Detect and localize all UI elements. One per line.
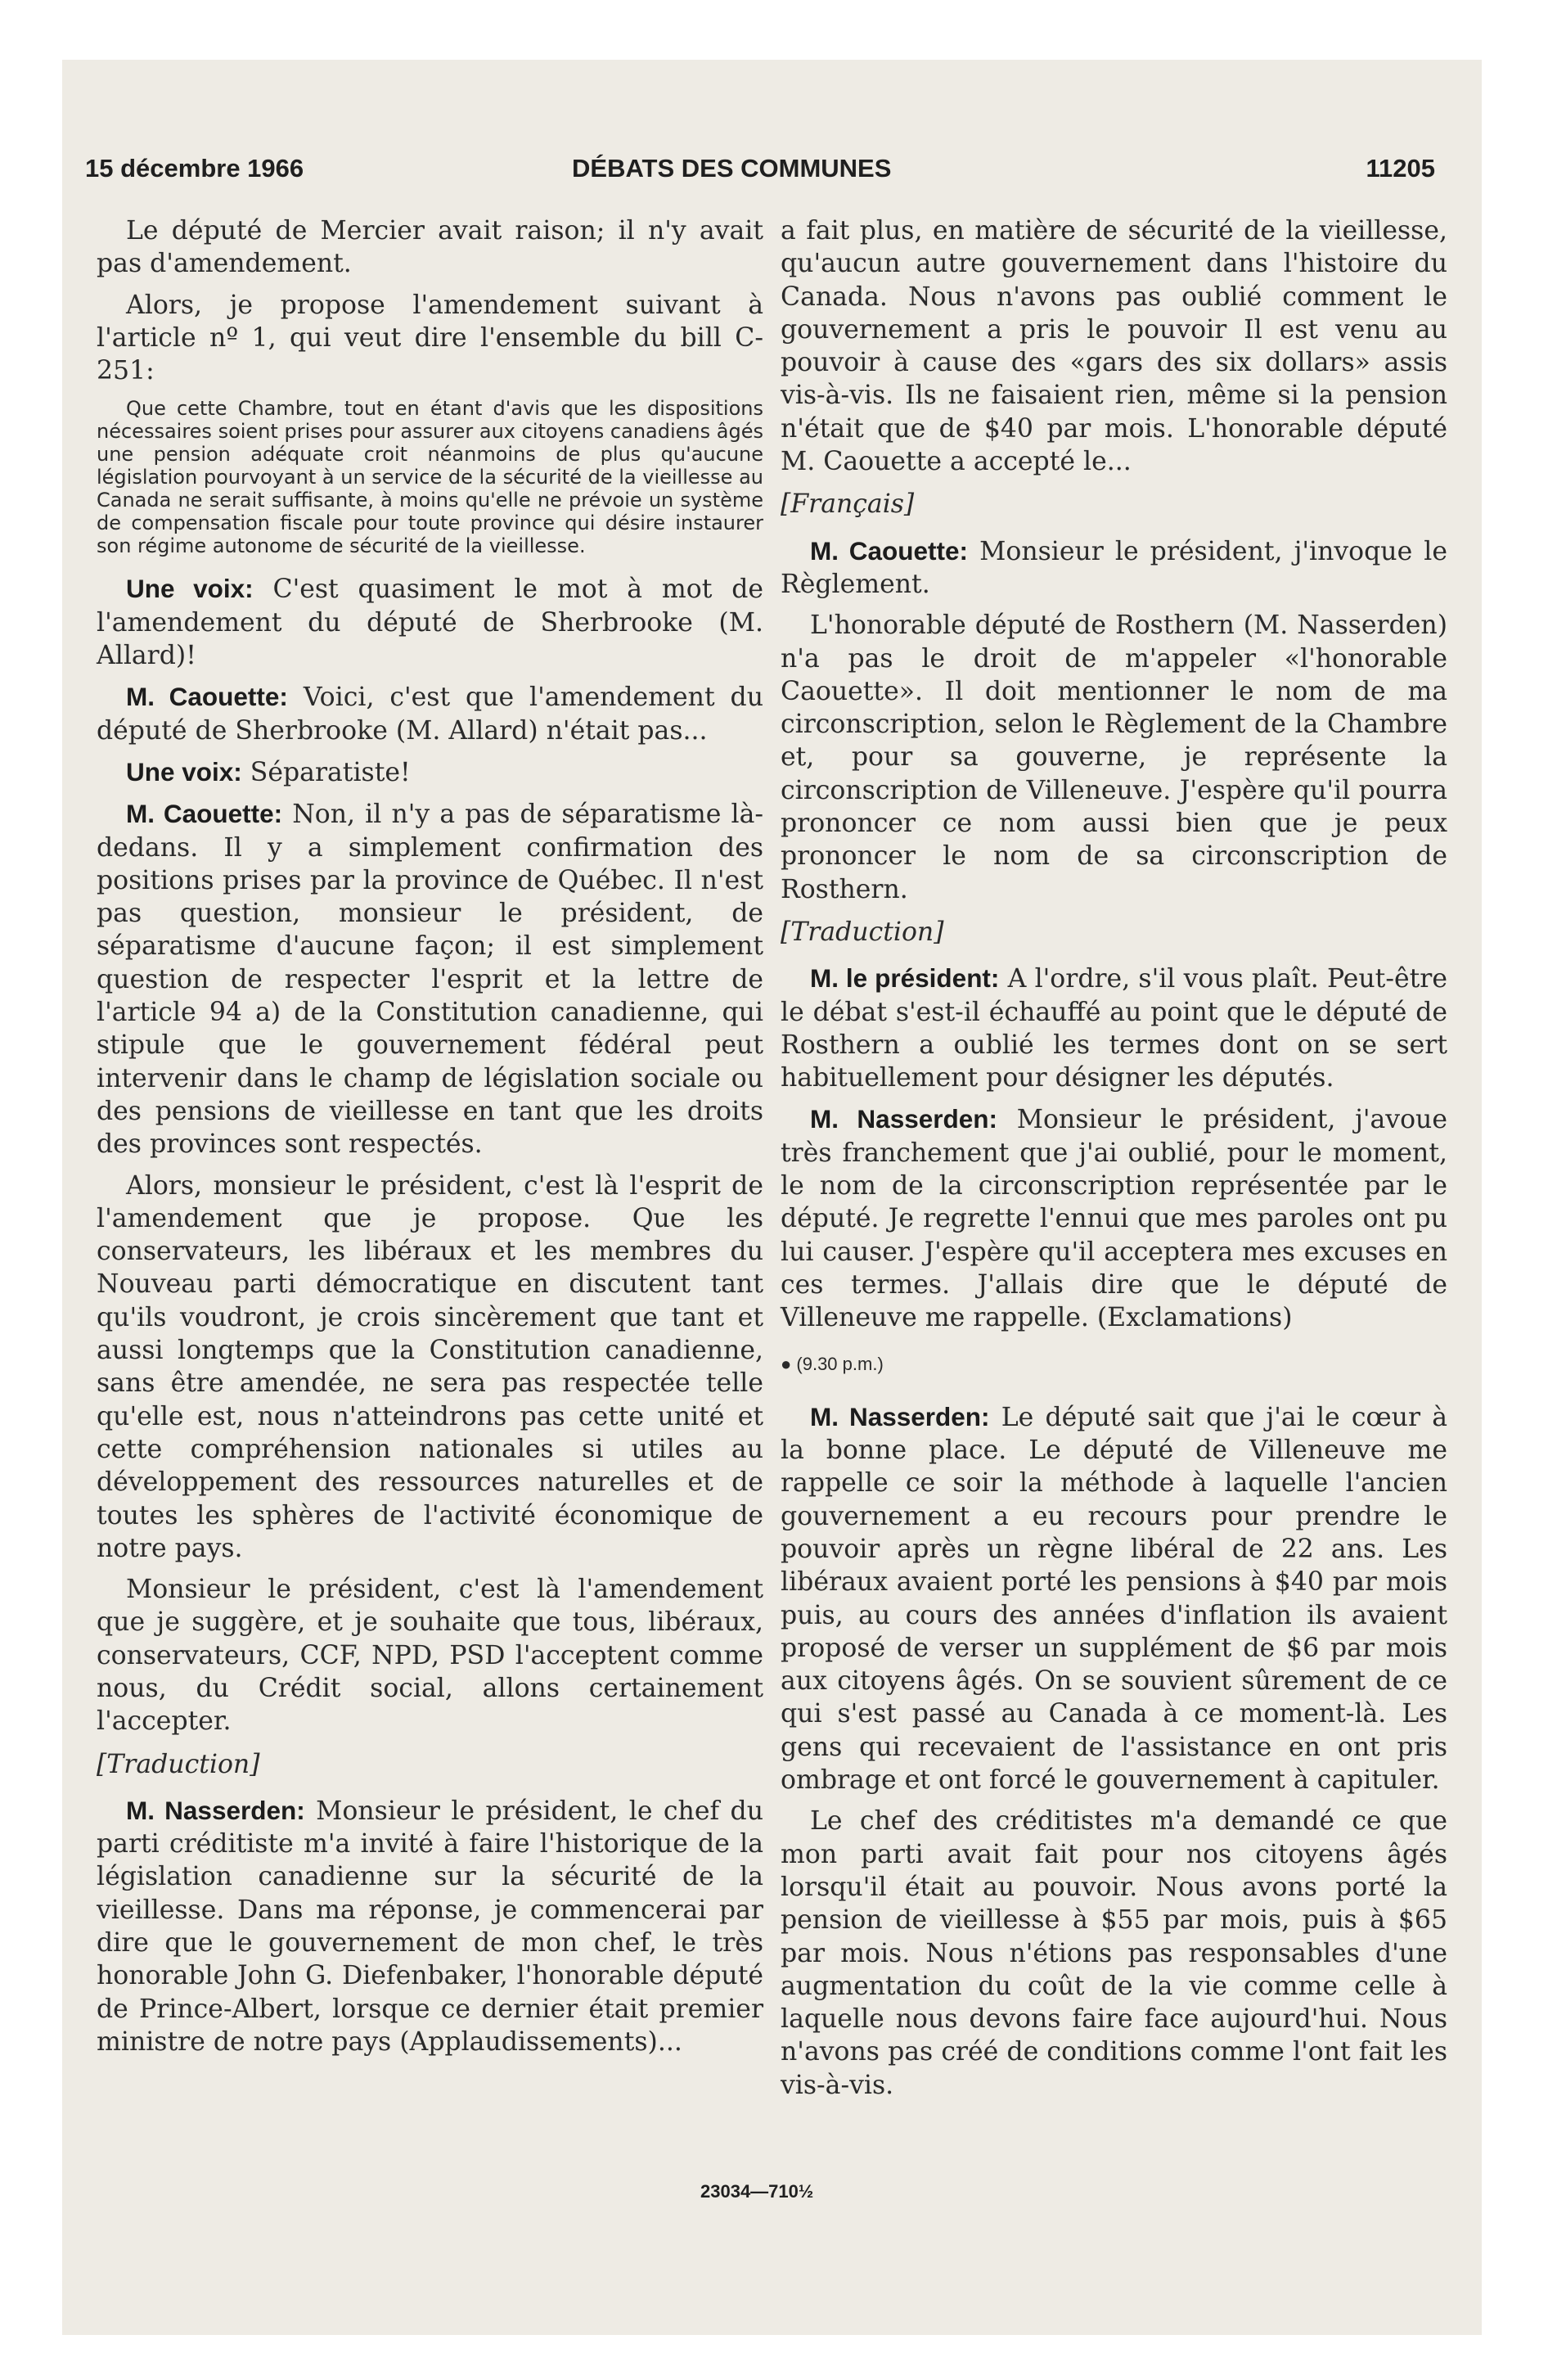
paragraph <box>97 1794 763 2058</box>
section-marker: [Traduction] <box>97 1749 260 1779</box>
paragraph <box>97 680 763 747</box>
header-date: 15 décembre 1966 <box>85 154 304 183</box>
header-page-number: 11205 <box>1366 154 1435 183</box>
paragraph-text: Alors, je propose l'amendement suivant à l'article nº 1, qui veut dire l'ensemble du bill C-251: <box>97 290 763 386</box>
speaker-name: M. Caouette: <box>126 682 288 712</box>
left-column <box>97 214 763 2067</box>
paragraph <box>781 534 1447 602</box>
paragraph-text: Monsieur le président, c'est là l'amendement que je suggère, et je souhaite que tous, libéraux, conservateurs, CCF, NPD, PSD l'acceptent comme nous, du Crédit social, allons certainement l'accepter. <box>97 1575 763 1737</box>
speaker-name: M. Nasserden: <box>126 1795 305 1825</box>
speaker-name: M. Nasserden: <box>810 1401 990 1431</box>
paragraph <box>781 1102 1447 1334</box>
paragraph-text: L'honorable député de Rosthern (M. Nasserden) n'a pas le droit de m'appeler «l'honorable Caouette». Il doit mentionner le nom de ma circonscription, selon le Règlement de la Chambre et, pour sa gouverne, je représente la circonscription de Villeneuve. J'espère qu'il pourra prononcer ce nom aussi bien que je peux prononcer le nom de sa circonscription de Rosthern. <box>781 611 1447 904</box>
paragraph-text: Séparatiste! <box>250 757 411 787</box>
paragraph-text: Monsieur le président, le chef du parti créditiste m'a invité à faire l'historique de la législation canadienne sur la sécurité de la vieillesse. Dans ma réponse, je commencerai par dire que le gouvernement de mon chef, le très honorable John G. Diefenbaker, l'honorable député de Prince-Albert, lorsque ce dernier était premier ministre de notre pays (Applaudissements)... <box>97 1796 764 2057</box>
paragraph-text: Le député de Mercier avait raison; il n'y avait pas d'amendement. <box>97 216 763 279</box>
paragraph-text: Voici, c'est que l'amendement du député de Sherbrooke (M. Allard) n'était pas... <box>97 683 763 746</box>
paragraph <box>97 214 763 281</box>
paragraph-text: a fait plus, en matière de sécurité de la vieillesse, qu'aucun autre gouvernement dans l'histoire du Canada. Nous n'avons pas oublié comment le gouvernement a pris le pouvoir Il est venu au pouvoir à cause des «gars des six dollars» assis vis-à-vis. Ils ne faisaient rien, même si la pension n'était que de $40 par mois. L'honorable député M. Caouette a accepté le... <box>781 216 1447 477</box>
paragraph <box>97 755 763 789</box>
page-header <box>85 154 1435 190</box>
paragraph-text: Monsieur le président, j'invoque le Règlement. <box>781 536 1448 599</box>
section-marker: [Français] <box>781 489 915 520</box>
paragraph-text: C'est quasiment le mot à mot de l'amendement du député de Sherbrooke (M. Allard)! <box>97 575 764 671</box>
paragraph <box>97 1170 763 1566</box>
paragraph <box>97 289 763 388</box>
paragraph <box>781 962 1447 1094</box>
time-stamp: ● (9.30 p.m.) <box>781 1353 884 1374</box>
section-marker: [Traduction] <box>781 917 944 947</box>
speaker-name: M. Nasserden: <box>810 1104 997 1134</box>
paragraph-text: Monsieur le président, j'avoue très franchement que j'ai oublié, pour le moment, le nom de la circonscription représentée par le député. Je regrette l'ennui que mes paroles ont pu lui causer. J'espère qu'il acceptera mes excuses en ces termes. J'allais dire que le député de Villeneuve me rappelle. (Exclamations) <box>781 1105 1447 1333</box>
paragraph-text: Alors, monsieur le président, c'est là l'esprit de l'amendement que je propose. Que les conservateurs, les libéraux et les membres du Nouveau parti démocratique en discutent tant qu'ils voudront, je crois sincèrement que tant et aussi longtemps que la Constitution canadienne, sans être amendée, ne sera pas respectée telle qu'elle est, nous n'atteindrons pas cette unité et cette compréhension nationales si utiles au développement des ressources naturelles et de toutes les sphères de l'activité économique de notre pays. <box>97 1170 763 1563</box>
speaker-name: M. Caouette: <box>810 535 969 566</box>
paragraph-text: Le député sait que j'ai le cœur à la bonne place. Le député de Villeneuve me rappelle ce soir la méthode à laquelle l'ancien gouvernement a eu recours pour prendre le pouvoir après un règne libéral de 22 ans. Les libéraux avaient porté les pensions à $40 par mois puis, au cours des années d'inflation ils avaient proposé de verser un supplément de $6 par mois aux citoyens âgés. On se souvient sûrement de ce qui s'est passé au Canada à ce moment-là. Les gens qui recevaient de l'assistance en ont pris ombrage et ont forcé le gouvernement à capituler. <box>781 1402 1447 1796</box>
paragraph <box>781 214 1447 478</box>
paragraph <box>97 1573 763 1738</box>
speaker-name: Une voix: <box>126 574 254 604</box>
right-column <box>781 214 1447 2110</box>
paragraph <box>97 797 763 1161</box>
speaker-name: M. Caouette: <box>126 799 283 829</box>
paragraph-text: A l'ordre, s'il vous plaît. Peut-être le débat s'est-il échauffé au point que le député de Rosthern a oublié les termes dont on se sert habituellement pour désigner les députés. <box>781 964 1447 1093</box>
paragraph-text: Le chef des créditistes m'a demandé ce que mon parti avait fait pour nos citoyens âgés lorsqu'il était au pouvoir. Nous avons porté la pension de vieillesse à $55 par mois, puis à $65 par mois. Nous n'étions pas responsables d'une augmentation du coût de la vie comme celle à laquelle nous devons faire face aujourd'hui. Nous n'avons pas créé de conditions comme l'ont fait les vis-à-vis. <box>781 1806 1447 2100</box>
paragraph <box>781 1400 1447 1797</box>
footer-code: 23034—710½ <box>700 2181 814 2202</box>
paragraph <box>97 572 763 672</box>
header-title: DÉBATS DES COMMUNES <box>572 154 892 183</box>
paragraph-text: Non, il n'y a pas de séparatisme là-dedans. Il y a simplement confirmation des positions prises par la province de Québec. Il n'est pas question, monsieur le président, de séparatisme d'aucune façon; il est simplement question de respecter l'esprit et la lettre de l'article 94 a) de la Constitution canadienne, qui stipule que le gouvernement fédéral peut intervenir dans le champ de législation sociale ou des pensions de vieillesse en tant que les droits des provinces sont respectés. <box>97 800 763 1160</box>
paragraph <box>781 1805 1447 2102</box>
speaker-name: M. le président: <box>810 963 1000 994</box>
paragraph <box>781 609 1447 906</box>
quoted-motion: Que cette Chambre, tout en étant d'avis que les dispositions nécessaires soient prises pour assurer aux citoyens canadiens âgés une pension adéquate croit néanmoins de plus qu'aucune législation pourvoyant à un service de la sécurité de la vieillesse au Canada ne serait suffisante, à moins qu'elle ne prévoie un système de compensation fiscale pour toute province qui désire instaurer son régime autonome de sécurité de la vieillesse. <box>97 397 763 558</box>
speaker-name: Une voix: <box>126 756 242 787</box>
